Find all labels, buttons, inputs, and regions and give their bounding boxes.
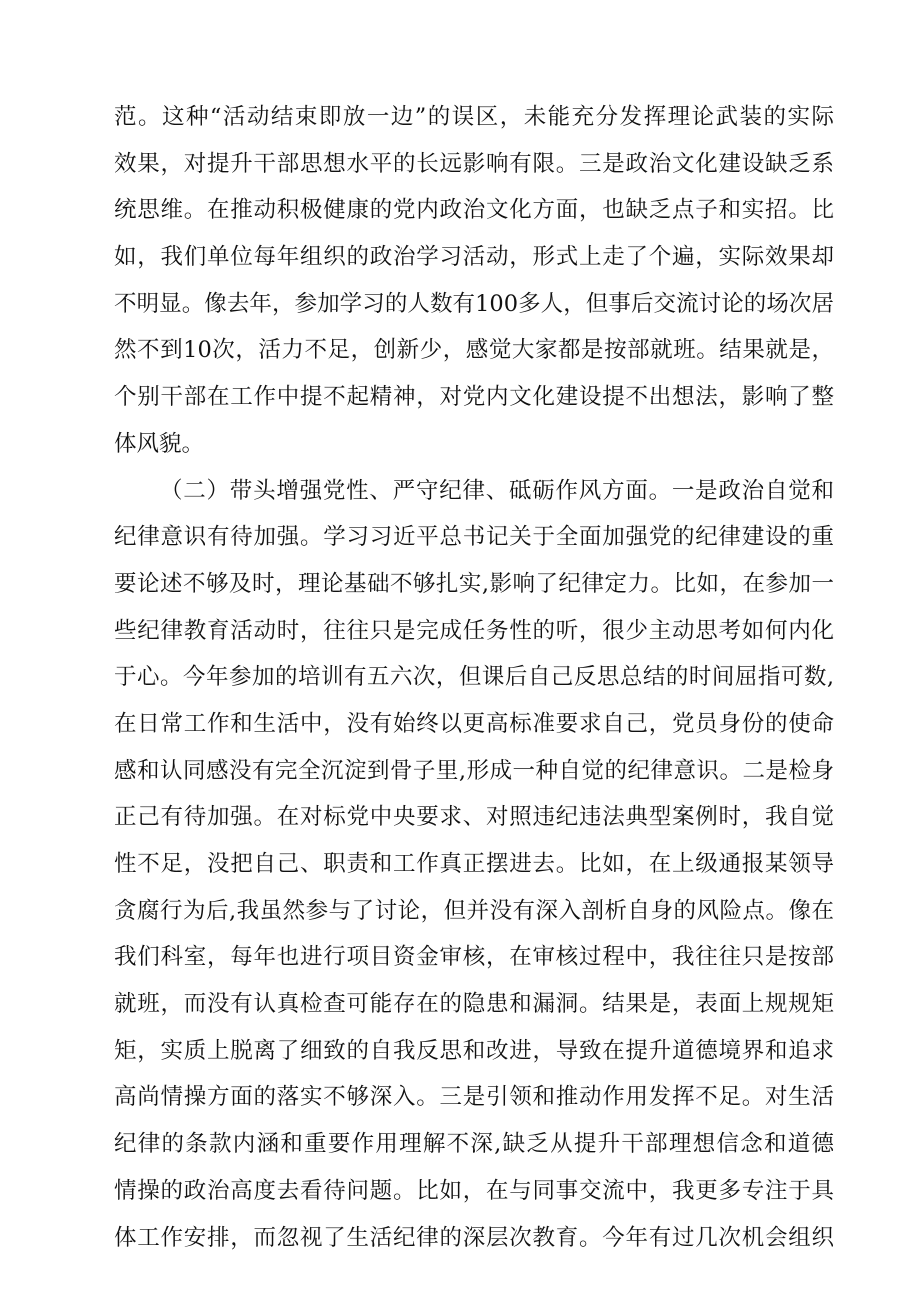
text-line: 感和认同感没有完全沉淀到骨子里,形成一种自觉的纪律意识。二是检身 bbox=[114, 757, 834, 784]
text-line: 贪腐行为后,我虽然参与了讨论，但并没有深入剖析自身的风险点。像在 bbox=[114, 897, 834, 924]
text-line: 不明显。像去年，参加学习的人数有100多人，但事后交流讨论的场次居 bbox=[114, 290, 834, 317]
text-line: 矩，实质上脱离了细致的自我反思和改进，导致在提升道德境界和追求 bbox=[114, 1037, 834, 1064]
paragraph-2 bbox=[114, 468, 834, 1262]
text-line: 然不到10次，活力不足，创新少，感觉大家都是按部就班。结果就是， bbox=[114, 337, 834, 364]
text-line: 性不足，没把自己、职责和工作真正摆进去。比如，在上级通报某领导 bbox=[114, 851, 834, 877]
text-line: 在日常工作和生活中，没有始终以更高标准要求自己，党员身份的使命 bbox=[114, 710, 834, 737]
text-line: 如，我们单位每年组织的政治学习活动，形式上走了个遍，实际效果却 bbox=[114, 244, 834, 271]
text-line: 统思维。在推动积极健康的党内政治文化方面，也缺乏点子和实招。比 bbox=[114, 197, 834, 224]
text-line: 效果，对提升干部思想水平的长远影响有限。三是政治文化建设缺乏系 bbox=[114, 150, 834, 177]
text-line: 体工作安排，而忽视了生活纪律的深层次教育。今年有过几次机会组织 bbox=[114, 1224, 834, 1251]
text-line: 正己有待加强。在对标党中央要求、对照违纪违法典型案例时，我自觉 bbox=[114, 804, 834, 831]
text-line: 个别干部在工作中提不起精神，对党内文化建设提不出想法，影响了整 bbox=[114, 384, 834, 411]
text-line: 纪律意识有待加强。学习习近平总书记关于全面加强党的纪律建设的重 bbox=[114, 524, 834, 551]
text-line: 体风貌。 bbox=[114, 430, 205, 457]
text-line: 范。这种“活动结束即放一边”的误区，未能充分发挥理论武装的实际 bbox=[114, 104, 834, 130]
text-line: 于心。今年参加的培训有五六次，但课后自己反思总结的时间屈指可数, bbox=[114, 664, 834, 691]
text-line: 些纪律教育活动时，往往只是完成任务性的听，很少主动思考如何内化 bbox=[114, 617, 834, 644]
text-line: 要论述不够及时，理论基础不够扎实,影响了纪律定力。比如，在参加一 bbox=[114, 570, 834, 597]
text-line: （二）带头增强党性、严守纪律、砥砺作风方面。一是政治自觉和 bbox=[160, 477, 834, 504]
text-line: 就班，而没有认真检查可能存在的隐患和漏洞。结果是，表面上规规矩 bbox=[114, 991, 834, 1018]
document-body bbox=[114, 94, 834, 1261]
text-line: 情操的政治高度去看待问题。比如，在与同事交流中，我更多专注于具 bbox=[114, 1177, 834, 1204]
text-line: 我们科室，每年也进行项目资金审核，在审核过程中，我往往只是按部 bbox=[114, 944, 834, 971]
text-line: 高尚情操方面的落实不够深入。三是引领和推动作用发挥不足。对生活 bbox=[114, 1084, 834, 1111]
paragraph-1 bbox=[114, 94, 834, 468]
text-line: 纪律的条款内涵和重要作用理解不深,缺乏从提升干部理想信念和道德 bbox=[114, 1131, 834, 1158]
